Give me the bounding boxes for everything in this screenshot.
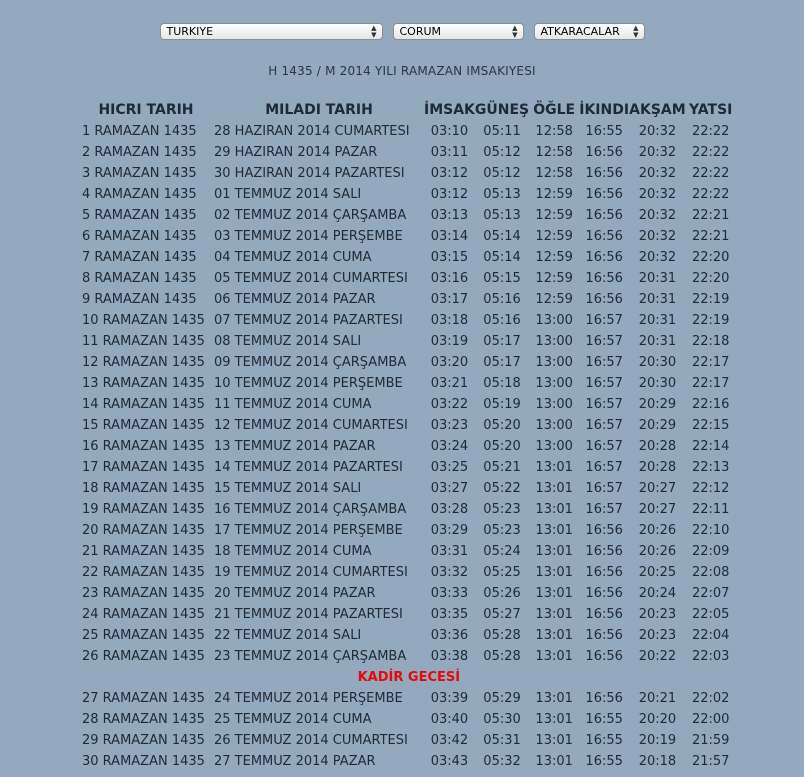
ikindi-time: 16:55 (585, 124, 623, 139)
hicri-date: 3 RAMAZAN 1435 (82, 166, 197, 181)
yatsi-time: 22:22 (691, 166, 730, 181)
hicri-date: 11 RAMAZAN 1435 (82, 334, 205, 349)
yatsi-time: 22:22 (691, 124, 730, 139)
district-select[interactable] (534, 23, 645, 40)
yatsi-time: 22:22 (691, 145, 730, 160)
imsak-time: 03:31 (430, 544, 469, 559)
hicri-date: 9 RAMAZAN 1435 (82, 292, 197, 307)
table-row (82, 394, 736, 415)
aksam-time: 20:29 (638, 418, 677, 433)
miladi-date: 25 TEMMUZ 2014 CUMA (214, 712, 372, 727)
yatsi-time: 22:14 (691, 439, 730, 454)
hicri-date: 4 RAMAZAN 1435 (82, 187, 197, 202)
ikindi-time: 16:56 (585, 586, 623, 601)
imsak-time: 03:14 (430, 229, 469, 244)
hicri-date: 8 RAMAZAN 1435 (82, 271, 197, 286)
table-row (82, 415, 736, 436)
yatsi-time: 21:59 (691, 733, 730, 748)
imsak-time: 03:11 (430, 145, 469, 160)
yatsi-time: 22:15 (691, 418, 730, 433)
gunes-time: 05:21 (483, 460, 521, 475)
yatsi-time: 22:13 (691, 460, 730, 475)
header-imsak: İMSAK (424, 102, 475, 118)
ikindi-time: 16:56 (585, 250, 623, 265)
table-row (82, 163, 736, 184)
aksam-time: 20:25 (638, 565, 677, 580)
imsak-time: 03:16 (430, 271, 469, 286)
gunes-time: 05:12 (483, 166, 521, 181)
aksam-time: 20:31 (638, 313, 677, 328)
hicri-date: 12 RAMAZAN 1435 (82, 355, 205, 370)
aksam-time: 20:20 (638, 712, 677, 727)
table-row (82, 205, 736, 226)
yatsi-time: 22:09 (691, 544, 730, 559)
ikindi-time: 16:56 (585, 649, 623, 664)
yatsi-time: 22:16 (691, 397, 730, 412)
imsak-time: 03:17 (430, 292, 469, 307)
gunes-time: 05:18 (483, 376, 521, 391)
gunes-time: 05:22 (483, 481, 521, 496)
ogle-time: 13:00 (535, 418, 573, 433)
location-selectors (0, 23, 804, 40)
imsak-time: 03:21 (430, 376, 469, 391)
ikindi-time: 16:56 (585, 292, 623, 307)
hicri-date: 28 RAMAZAN 1435 (82, 712, 205, 727)
imsak-time: 03:29 (430, 523, 469, 538)
ikindi-time: 16:56 (585, 565, 623, 580)
ogle-time: 13:00 (535, 376, 573, 391)
table-header-row (82, 99, 736, 121)
yatsi-time: 22:00 (691, 712, 730, 727)
miladi-date: 13 TEMMUZ 2014 PAZAR (214, 439, 376, 454)
ogle-time: 12:59 (535, 187, 573, 202)
ogle-time: 13:00 (535, 313, 573, 328)
imsak-time: 03:22 (430, 397, 469, 412)
ogle-time: 12:59 (535, 292, 573, 307)
aksam-time: 20:30 (638, 376, 677, 391)
aksam-time: 20:30 (638, 355, 677, 370)
table-row (82, 247, 736, 268)
yatsi-time: 22:12 (691, 481, 730, 496)
yatsi-time: 22:19 (691, 313, 730, 328)
imsak-time: 03:13 (430, 208, 469, 223)
gunes-time: 05:31 (483, 733, 521, 748)
ikindi-time: 16:55 (585, 712, 623, 727)
city-select-value: CORUM (399, 25, 442, 38)
table-row (82, 520, 736, 541)
gunes-time: 05:23 (483, 502, 521, 517)
table-row (82, 331, 736, 352)
ogle-time: 13:01 (535, 733, 573, 748)
gunes-time: 05:29 (483, 691, 521, 706)
header-ikindi: İKINDI (579, 102, 630, 118)
miladi-date: 14 TEMMUZ 2014 PAZARTESI (214, 460, 403, 475)
miladi-date: 01 TEMMUZ 2014 SALI (214, 187, 362, 202)
aksam-time: 20:28 (638, 460, 677, 475)
gunes-time: 05:27 (483, 607, 521, 622)
ogle-time: 13:01 (535, 628, 573, 643)
table-row (82, 226, 736, 247)
miladi-date: 21 TEMMUZ 2014 PAZARTESI (214, 607, 403, 622)
table-row (82, 688, 736, 709)
gunes-time: 05:19 (483, 397, 521, 412)
ikindi-time: 16:56 (585, 607, 623, 622)
gunes-time: 05:20 (483, 418, 521, 433)
table-row (82, 121, 736, 142)
yatsi-time: 22:02 (691, 691, 730, 706)
aksam-time: 20:32 (638, 229, 677, 244)
table-row (82, 562, 736, 583)
table-row (82, 436, 736, 457)
gunes-time: 05:12 (483, 145, 521, 160)
imsak-time: 03:24 (430, 439, 469, 454)
aksam-time: 20:31 (638, 271, 677, 286)
country-select-value: TURKIYE (166, 25, 214, 38)
hicri-date: 7 RAMAZAN 1435 (82, 250, 197, 265)
header-ogle: ÖĞLE (533, 102, 576, 118)
table-row (82, 499, 736, 520)
aksam-time: 20:29 (638, 397, 677, 412)
aksam-time: 20:23 (638, 607, 677, 622)
ogle-time: 13:01 (535, 460, 573, 475)
yatsi-time: 22:21 (691, 208, 730, 223)
table-row (82, 646, 736, 667)
hicri-date: 15 RAMAZAN 1435 (82, 418, 205, 433)
ogle-time: 12:59 (535, 208, 573, 223)
ogle-time: 13:01 (535, 607, 573, 622)
header-yatsi: YATSI (689, 102, 733, 118)
aksam-time: 20:31 (638, 334, 677, 349)
miladi-date: 10 TEMMUZ 2014 PERŞEMBE (214, 376, 403, 391)
miladi-date: 08 TEMMUZ 2014 SALI (214, 334, 362, 349)
ikindi-time: 16:57 (585, 313, 623, 328)
aksam-time: 20:32 (638, 166, 677, 181)
ogle-time: 12:59 (535, 250, 573, 265)
ikindi-time: 16:57 (585, 439, 623, 454)
district-select-value: ATKARACALAR (540, 25, 620, 38)
imsak-time: 03:32 (430, 565, 469, 580)
header-aksam: AKŞAM (629, 102, 686, 118)
page-title: H 1435 / M 2014 YILI RAMAZAN IMSAKIYESI (268, 64, 536, 78)
ikindi-time: 16:57 (585, 334, 623, 349)
table-row (82, 289, 736, 310)
miladi-date: 20 TEMMUZ 2014 PAZAR (214, 586, 376, 601)
ogle-time: 13:01 (535, 649, 573, 664)
ogle-time: 13:01 (535, 691, 573, 706)
hicri-date: 2 RAMAZAN 1435 (82, 145, 197, 160)
imsak-time: 03:38 (430, 649, 469, 664)
table-row (82, 142, 736, 163)
hicri-date: 21 RAMAZAN 1435 (82, 544, 205, 559)
table-row (82, 625, 736, 646)
imsak-time: 03:28 (430, 502, 469, 517)
ogle-time: 13:01 (535, 481, 573, 496)
yatsi-time: 22:11 (691, 502, 730, 517)
yatsi-time: 22:10 (691, 523, 730, 538)
aksam-time: 20:32 (638, 208, 677, 223)
hicri-date: 26 RAMAZAN 1435 (82, 649, 205, 664)
ikindi-time: 16:57 (585, 460, 623, 475)
gunes-time: 05:14 (483, 229, 521, 244)
imsak-time: 03:25 (430, 460, 469, 475)
gunes-time: 05:28 (483, 649, 521, 664)
ogle-time: 12:59 (535, 271, 573, 286)
ikindi-time: 16:56 (585, 691, 623, 706)
ikindi-time: 16:56 (585, 229, 623, 244)
ikindi-time: 16:57 (585, 481, 623, 496)
miladi-date: 05 TEMMUZ 2014 CUMARTESI (214, 271, 408, 286)
ogle-time: 13:01 (535, 523, 573, 538)
ogle-time: 13:01 (535, 565, 573, 580)
ogle-time: 13:01 (535, 712, 573, 727)
aksam-time: 20:32 (638, 145, 677, 160)
ogle-time: 13:00 (535, 355, 573, 370)
ogle-time: 13:01 (535, 754, 573, 769)
table-row (82, 730, 736, 751)
yatsi-time: 22:04 (691, 628, 730, 643)
aksam-time: 20:19 (638, 733, 677, 748)
table-row (82, 541, 736, 562)
yatsi-time: 22:20 (691, 250, 730, 265)
imsak-time: 03:19 (430, 334, 469, 349)
hicri-date: 6 RAMAZAN 1435 (82, 229, 197, 244)
imsak-time: 03:35 (430, 607, 469, 622)
miladi-date: 29 HAZIRAN 2014 PAZAR (214, 145, 378, 160)
gunes-time: 05:14 (483, 250, 521, 265)
imsak-time: 03:27 (430, 481, 469, 496)
ikindi-time: 16:57 (585, 502, 623, 517)
ikindi-time: 16:55 (585, 754, 623, 769)
header-gunes: GÜNEŞ (474, 102, 530, 118)
hicri-date: 29 RAMAZAN 1435 (82, 733, 205, 748)
gunes-time: 05:17 (483, 334, 521, 349)
hicri-date: 20 RAMAZAN 1435 (82, 523, 205, 538)
yatsi-time: 22:07 (691, 586, 730, 601)
hicri-date: 17 RAMAZAN 1435 (82, 460, 205, 475)
select-arrows-icon: ▲ ▼ (633, 23, 639, 39)
hicri-date: 25 RAMAZAN 1435 (82, 628, 205, 643)
table-row (82, 751, 736, 772)
special-night-row (82, 667, 736, 688)
table-row (82, 184, 736, 205)
imsak-time: 03:15 (430, 250, 469, 265)
table-row (82, 457, 736, 478)
hicri-date: 18 RAMAZAN 1435 (82, 481, 205, 496)
ikindi-time: 16:57 (585, 397, 623, 412)
hicri-date: 19 RAMAZAN 1435 (82, 502, 205, 517)
hicri-date: 1 RAMAZAN 1435 (82, 124, 197, 139)
miladi-date: 03 TEMMUZ 2014 PERŞEMBE (214, 229, 403, 244)
miladi-date: 04 TEMMUZ 2014 CUMA (214, 250, 372, 265)
gunes-time: 05:25 (483, 565, 521, 580)
hicri-date: 30 RAMAZAN 1435 (82, 754, 205, 769)
aksam-time: 20:24 (638, 586, 677, 601)
miladi-date: 17 TEMMUZ 2014 PERŞEMBE (214, 523, 403, 538)
imsak-time: 03:36 (430, 628, 469, 643)
gunes-time: 05:32 (483, 754, 521, 769)
imsak-time: 03:18 (430, 313, 469, 328)
ogle-time: 12:58 (535, 124, 573, 139)
ogle-time: 12:58 (535, 166, 573, 181)
imsakiye-table (82, 99, 736, 772)
yatsi-time: 22:05 (691, 607, 730, 622)
hicri-date: 5 RAMAZAN 1435 (82, 208, 197, 223)
gunes-time: 05:16 (483, 292, 521, 307)
yatsi-time: 22:21 (691, 229, 730, 244)
hicri-date: 27 RAMAZAN 1435 (82, 691, 205, 706)
kadir-gecesi-label: KADİR GECESİ (357, 670, 461, 685)
aksam-time: 20:27 (638, 481, 677, 496)
ikindi-time: 16:56 (585, 208, 623, 223)
table-row (82, 373, 736, 394)
table-row (82, 583, 736, 604)
table-row (82, 310, 736, 331)
miladi-date: 28 HAZIRAN 2014 CUMARTESI (214, 124, 410, 139)
hicri-date: 23 RAMAZAN 1435 (82, 586, 205, 601)
ogle-time: 13:00 (535, 397, 573, 412)
imsak-time: 03:43 (430, 754, 469, 769)
ogle-time: 12:58 (535, 145, 573, 160)
miladi-date: 30 HAZIRAN 2014 PAZARTESI (214, 166, 405, 181)
hicri-date: 22 RAMAZAN 1435 (82, 565, 205, 580)
ikindi-time: 16:56 (585, 271, 623, 286)
gunes-time: 05:24 (483, 544, 521, 559)
yatsi-time: 22:08 (691, 565, 730, 580)
gunes-time: 05:13 (483, 208, 521, 223)
ikindi-time: 16:55 (585, 733, 623, 748)
imsak-time: 03:33 (430, 586, 469, 601)
aksam-time: 20:28 (638, 439, 677, 454)
miladi-date: 16 TEMMUZ 2014 ÇARŞAMBA (214, 502, 407, 517)
table-row (82, 604, 736, 625)
aksam-time: 20:23 (638, 628, 677, 643)
table-row (82, 268, 736, 289)
aksam-time: 20:18 (638, 754, 677, 769)
gunes-time: 05:23 (483, 523, 521, 538)
ogle-time: 13:01 (535, 586, 573, 601)
aksam-time: 20:32 (638, 124, 677, 139)
aksam-time: 20:22 (638, 649, 677, 664)
miladi-date: 22 TEMMUZ 2014 SALI (214, 628, 362, 643)
ogle-time: 12:59 (535, 229, 573, 244)
table-body (82, 121, 736, 772)
ogle-time: 13:01 (535, 544, 573, 559)
ogle-time: 13:00 (535, 439, 573, 454)
city-select[interactable] (393, 23, 524, 40)
yatsi-time: 22:03 (691, 649, 730, 664)
select-arrows-icon: ▲ ▼ (371, 23, 377, 39)
miladi-date: 19 TEMMUZ 2014 CUMARTESI (214, 565, 408, 580)
miladi-date: 11 TEMMUZ 2014 CUMA (214, 397, 372, 412)
yatsi-time: 22:20 (691, 271, 730, 286)
select-arrows-icon: ▲ ▼ (512, 23, 518, 39)
aksam-time: 20:21 (638, 691, 677, 706)
miladi-date: 26 TEMMUZ 2014 CUMARTESI (214, 733, 408, 748)
gunes-time: 05:15 (483, 271, 521, 286)
table-row (82, 709, 736, 730)
imsak-time: 03:23 (430, 418, 469, 433)
imsak-time: 03:20 (430, 355, 469, 370)
ikindi-time: 16:56 (585, 523, 623, 538)
gunes-time: 05:28 (483, 628, 521, 643)
ikindi-time: 16:56 (585, 544, 623, 559)
table-row (82, 352, 736, 373)
gunes-time: 05:26 (483, 586, 521, 601)
miladi-date: 07 TEMMUZ 2014 PAZARTESI (214, 313, 403, 328)
ikindi-time: 16:56 (585, 628, 623, 643)
gunes-time: 05:30 (483, 712, 521, 727)
aksam-time: 20:26 (638, 544, 677, 559)
imsak-time: 03:10 (430, 124, 469, 139)
gunes-time: 05:17 (483, 355, 521, 370)
table-row (82, 478, 736, 499)
header-miladi: MILADI TARIH (265, 102, 373, 118)
imsak-time: 03:12 (430, 166, 469, 181)
ikindi-time: 16:56 (585, 187, 623, 202)
aksam-time: 20:32 (638, 187, 677, 202)
ikindi-time: 16:56 (585, 145, 623, 160)
miladi-date: 09 TEMMUZ 2014 ÇARŞAMBA (214, 355, 407, 370)
miladi-date: 02 TEMMUZ 2014 ÇARŞAMBA (214, 208, 407, 223)
gunes-time: 05:13 (483, 187, 521, 202)
miladi-date: 15 TEMMUZ 2014 SALI (214, 481, 362, 496)
miladi-date: 23 TEMMUZ 2014 ÇARŞAMBA (214, 649, 407, 664)
aksam-time: 20:32 (638, 250, 677, 265)
hicri-date: 13 RAMAZAN 1435 (82, 376, 205, 391)
ogle-time: 13:01 (535, 502, 573, 517)
ogle-time: 13:00 (535, 334, 573, 349)
imsak-time: 03:40 (430, 712, 469, 727)
miladi-date: 27 TEMMUZ 2014 PAZAR (214, 754, 376, 769)
yatsi-time: 22:19 (691, 292, 730, 307)
yatsi-time: 22:17 (691, 376, 730, 391)
hicri-date: 14 RAMAZAN 1435 (82, 397, 205, 412)
miladi-date: 06 TEMMUZ 2014 PAZAR (214, 292, 376, 307)
miladi-date: 12 TEMMUZ 2014 CUMARTESI (214, 418, 408, 433)
yatsi-time: 22:18 (691, 334, 730, 349)
header-hicri: HICRI TARIH (98, 102, 194, 118)
ikindi-time: 16:56 (585, 166, 623, 181)
imsak-time: 03:12 (430, 187, 469, 202)
gunes-time: 05:16 (483, 313, 521, 328)
hicri-date: 24 RAMAZAN 1435 (82, 607, 205, 622)
miladi-date: 18 TEMMUZ 2014 CUMA (214, 544, 372, 559)
country-select[interactable] (160, 23, 383, 40)
ikindi-time: 16:57 (585, 418, 623, 433)
ikindi-time: 16:57 (585, 376, 623, 391)
miladi-date: 24 TEMMUZ 2014 PERŞEMBE (214, 691, 403, 706)
gunes-time: 05:11 (483, 124, 521, 139)
aksam-time: 20:26 (638, 523, 677, 538)
imsak-time: 03:42 (430, 733, 469, 748)
imsak-time: 03:39 (430, 691, 469, 706)
yatsi-time: 22:17 (691, 355, 730, 370)
gunes-time: 05:20 (483, 439, 521, 454)
yatsi-time: 21:57 (691, 754, 730, 769)
aksam-time: 20:27 (638, 502, 677, 517)
hicri-date: 16 RAMAZAN 1435 (82, 439, 205, 454)
ikindi-time: 16:57 (585, 355, 623, 370)
hicri-date: 10 RAMAZAN 1435 (82, 313, 205, 328)
aksam-time: 20:31 (638, 292, 677, 307)
yatsi-time: 22:22 (691, 187, 730, 202)
